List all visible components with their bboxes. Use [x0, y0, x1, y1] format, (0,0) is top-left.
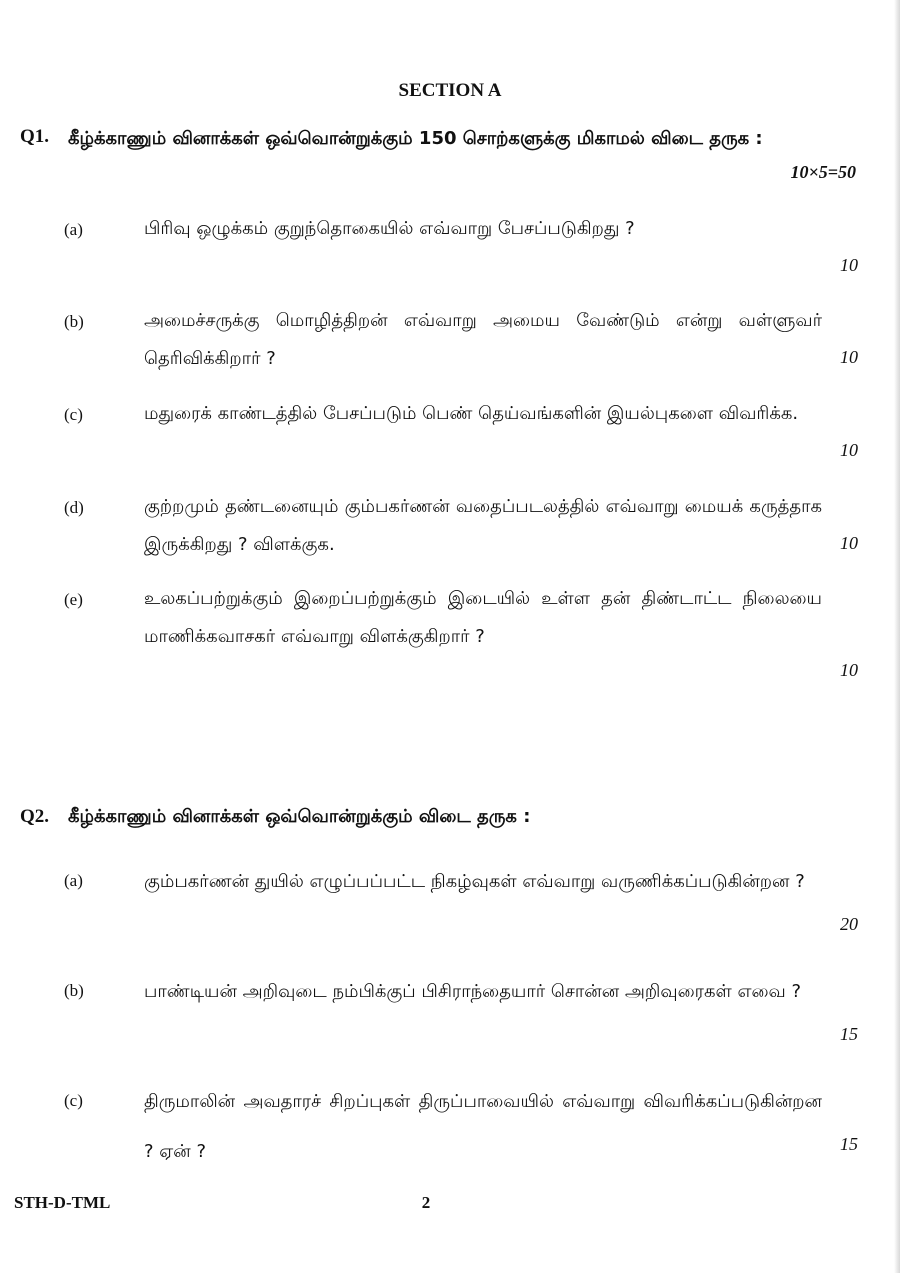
question-item	[64, 580, 864, 700]
item-marks: 10	[840, 347, 858, 367]
question-item	[64, 210, 864, 290]
section-title: SECTION A	[398, 80, 502, 101]
question-marks: 10×5=50	[790, 162, 856, 182]
item-marks: 10	[840, 440, 858, 460]
question-item	[64, 857, 864, 957]
item-label: (c)	[64, 1091, 83, 1110]
item-marks: 20	[840, 914, 858, 934]
item-marks: 10	[840, 255, 858, 275]
item-marks: 10	[840, 660, 858, 680]
item-label: (d)	[64, 498, 84, 517]
item-marks: 15	[840, 1134, 858, 1154]
item-marks: 10	[840, 533, 858, 553]
item-text: பிரிவு ஒழுக்கம் குறுந்தொகையில் எவ்வாறு பேசப்படுகிறது ?	[144, 218, 635, 239]
question-item	[64, 395, 864, 475]
scan-edge-shadow	[894, 0, 900, 1273]
item-label: (c)	[64, 405, 83, 424]
question-item	[64, 302, 864, 382]
question-number: Q1.	[20, 126, 50, 147]
item-label: (e)	[64, 590, 83, 609]
item-text: அமைச்சருக்கு மொழித்திறன் எவ்வாறு அமைய வேண்டும் என்று வள்ளுவர் தெரிவிக்கிறார் ?	[144, 310, 822, 369]
paper-code: STH-D-TML	[14, 1193, 111, 1212]
item-text: திருமாலின் அவதாரச் சிறப்புகள் திருப்பாவையில் எவ்வாறு விவரிக்கப்படுகின்றன ? ஏன் ?	[144, 1091, 822, 1162]
item-label: (a)	[64, 220, 83, 239]
question-item	[64, 488, 864, 568]
question-number: Q2.	[20, 806, 50, 827]
item-text: குற்றமும் தண்டனையும் கும்பகர்ணன் வதைப்படலத்தில் எவ்வாறு மையக் கருத்தாக இருக்கிறது ? விளக்குக.	[144, 496, 822, 555]
question-2	[20, 798, 860, 838]
question-1	[20, 120, 860, 200]
question-item	[64, 1077, 864, 1177]
item-text: கும்பகர்ணன் துயில் எழுப்பப்பட்ட நிகழ்வுகள் எவ்வாறு வருணிக்கப்படுகின்றன ?	[144, 871, 805, 892]
item-marks: 15	[840, 1024, 858, 1044]
item-text: உலகப்பற்றுக்கும் இறைப்பற்றுக்கும் இடையில் உள்ள தன் திண்டாட்ட நிலையை மாணிக்கவாசகர் எவ்வாறு விளக்குகிறார் ?	[144, 588, 822, 647]
item-label: (b)	[64, 981, 84, 1000]
page-number: 2	[421, 1193, 431, 1212]
item-label: (a)	[64, 871, 83, 890]
item-label: (b)	[64, 312, 84, 331]
item-text: பாண்டியன் அறிவுடை நம்பிக்குப் பிசிராந்தையார் சொன்ன அறிவுரைகள் எவை ?	[144, 981, 802, 1002]
item-text: மதுரைக் காண்டத்தில் பேசப்படும் பெண் தெய்வங்களின் இயல்புகளை விவரிக்க.	[144, 403, 799, 424]
question-text: கீழ்க்காணும் வினாக்கள் ஒவ்வொன்றுக்கும் விடை தருக :	[68, 806, 531, 827]
question-text: கீழ்க்காணும் வினாக்கள் ஒவ்வொன்றுக்கும் 150 சொற்களுக்கு மிகாமல் விடை தருக :	[68, 128, 763, 149]
question-item	[64, 967, 864, 1067]
